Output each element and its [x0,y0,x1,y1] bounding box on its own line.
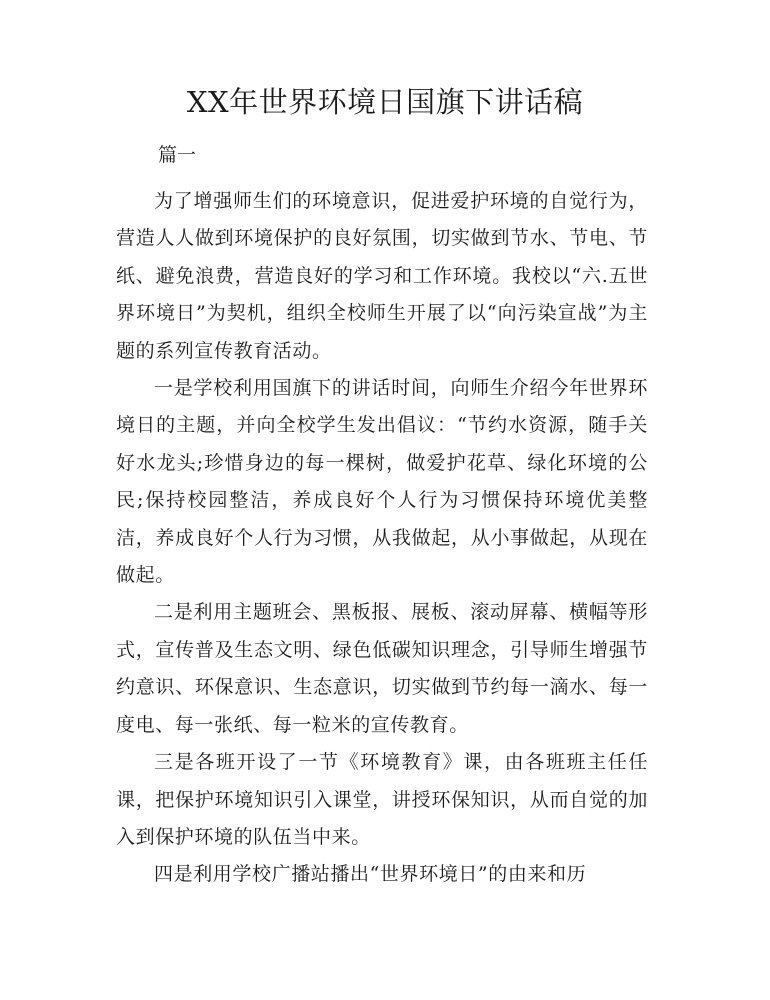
document-title: XX年世界环境日国旗下讲话稿 [186,85,584,119]
paragraph: 一是学校利用国旗下的讲话时间，向师生介绍今年世界环境日的主题，并向全校学生发出倡议：“节约水资源，随手关好水龙头;珍惜身边的每一棵树，做爱护花草、绿化环境的公民;保持校园整洁，养成良好个人行为习惯保持环境优美整洁，养成良好个人行为习惯，从我做起，从小事做起，从现在做起。 [116,377,648,587]
paragraph: 四是利用学校广播站播出“世界环境日”的由来和历 [154,863,587,886]
paragraph: 二是利用主题班会、黑板报、展板、滚动屏幕、横幅等形式，宣传普及生态文明、绿色低碳知识理念，引导师生增强节约意识、环保意识、生态意识，切实做到节约每一滴水、每一度电、每一张纸、每一粒米的宣传教育。 [116,601,648,736]
document-body [116,183,648,894]
section-label: 篇一 [158,144,197,166]
paragraph: 三是各班开设了一节《环境教育》课，由各班班主任任课，把保护环境知识引入课堂，讲授环保知识，从而自觉的加入到保护环境的队伍当中来。 [116,751,648,848]
paragraph: 为了增强师生们的环境意识，促进爱护环境的自觉行为，营造人人做到环境保护的良好氛围，切实做到节水、节电、节纸、避免浪费，营造良好的学习和工作环境。我校以“六.五世界环境日”为契机，组织全校师生开展了以“向污染宣战”为主题的系列宣传教育活动。 [116,190,648,362]
